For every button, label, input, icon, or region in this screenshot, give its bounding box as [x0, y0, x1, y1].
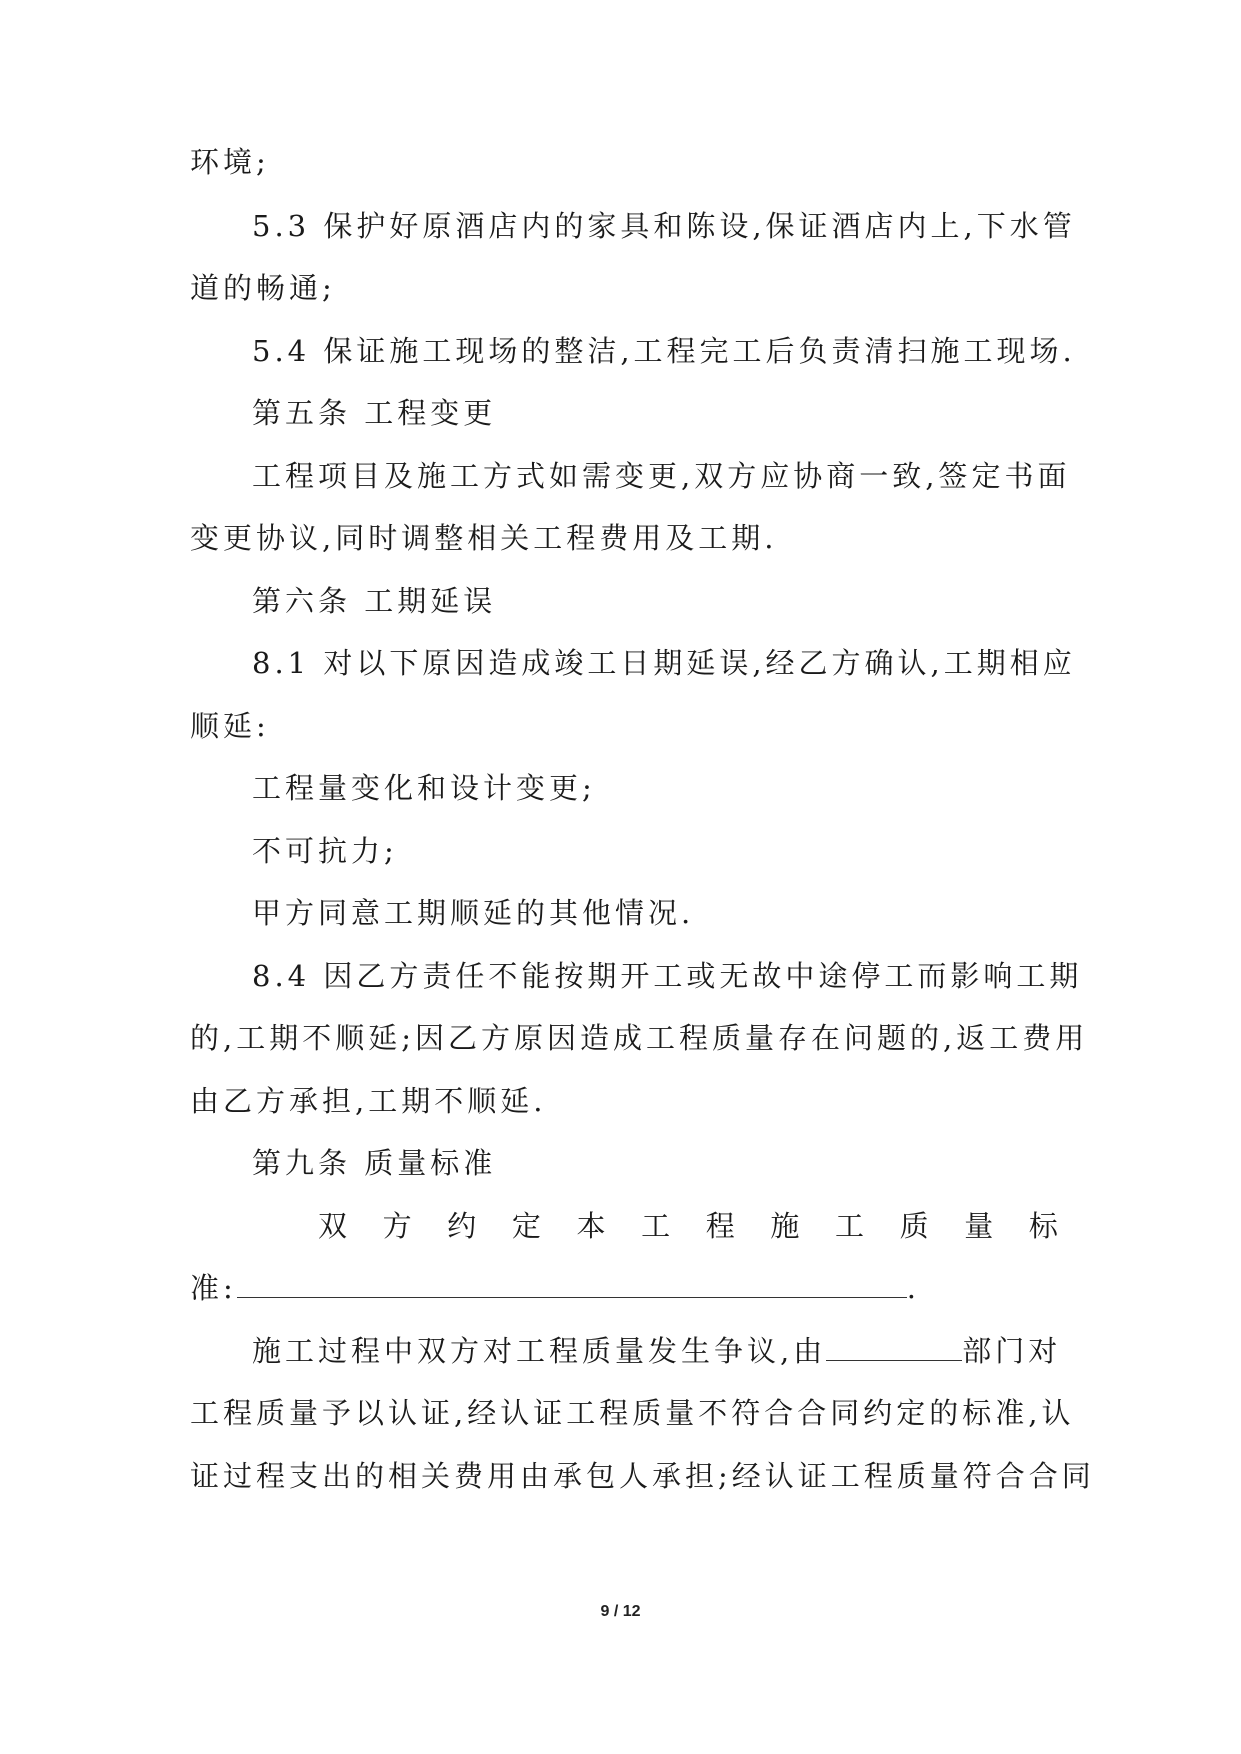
- text-line: 道的畅通;: [190, 271, 336, 305]
- text-fragment: 部门对: [962, 1334, 1062, 1368]
- text-line: 变更协议,同时调整相关工程费用及工期.: [190, 521, 778, 555]
- text-char: 量: [964, 1209, 994, 1243]
- text-line: 甲方同意工期顺延的其他情况.: [252, 896, 695, 930]
- text-char: 工: [641, 1209, 671, 1243]
- text-char: 定: [511, 1209, 541, 1243]
- text-char: 施: [770, 1209, 800, 1243]
- text-char: 程: [705, 1209, 735, 1243]
- text-fragment: 准:: [190, 1271, 237, 1305]
- text-line: 由乙方承担,工期不顺延.: [190, 1084, 547, 1118]
- fill-in-blank: [237, 1271, 907, 1298]
- text-line: 工程质量予以认证,经认证工程质量不符合合同约定的标准,认: [190, 1396, 1075, 1430]
- text-char: 方: [382, 1209, 412, 1243]
- text-line: 的,工期不顺延;因乙方原因造成工程质量存在问题的,返工费用: [190, 1021, 1089, 1055]
- quality-standard-line: [318, 1206, 1058, 1246]
- quality-standard-blank-line: [190, 1268, 1058, 1308]
- text-char: 约: [447, 1209, 477, 1243]
- fill-in-blank: [826, 1334, 962, 1361]
- text-line: 环境;: [190, 145, 270, 179]
- text-char: 标: [1028, 1209, 1058, 1243]
- section-heading: 第六条 工期延误: [252, 584, 497, 618]
- text-line: 顺延:: [190, 709, 270, 743]
- text-char: 双: [318, 1209, 348, 1243]
- text-char: 本: [576, 1209, 606, 1243]
- text-line: 5.3 保护好原酒店内的家具和陈设,保证酒店内上,下水管: [252, 209, 1076, 243]
- text-line: 证过程支出的相关费用由承包人承担;经认证工程质量符合合同: [190, 1459, 1095, 1493]
- text-fragment: .: [906, 1271, 920, 1305]
- text-line: 8.4 因乙方责任不能按期开工或无故中途停工而影响工期: [252, 959, 1083, 993]
- text-line: 不可抗力;: [252, 834, 398, 868]
- section-heading: 第五条 工程变更: [252, 396, 497, 430]
- text-line: 5.4 保证施工现场的整洁,工程完工后负责清扫施工现场.: [252, 334, 1076, 368]
- dispute-line: [252, 1331, 1120, 1371]
- text-char: 质: [899, 1209, 929, 1243]
- section-heading: 第九条 质量标准: [252, 1146, 497, 1180]
- text-line: 8.1 对以下原因造成竣工日期延误,经乙方确认,工期相应: [252, 646, 1076, 680]
- text-line: 工程项目及施工方式如需变更,双方应协商一致,签定书面: [252, 459, 1071, 493]
- page-number: 9 / 12: [600, 1603, 641, 1620]
- text-line: 工程量变化和设计变更;: [252, 771, 596, 805]
- text-char: 工: [835, 1209, 865, 1243]
- text-fragment: 施工过程中双方对工程质量发生争议,由: [252, 1334, 827, 1368]
